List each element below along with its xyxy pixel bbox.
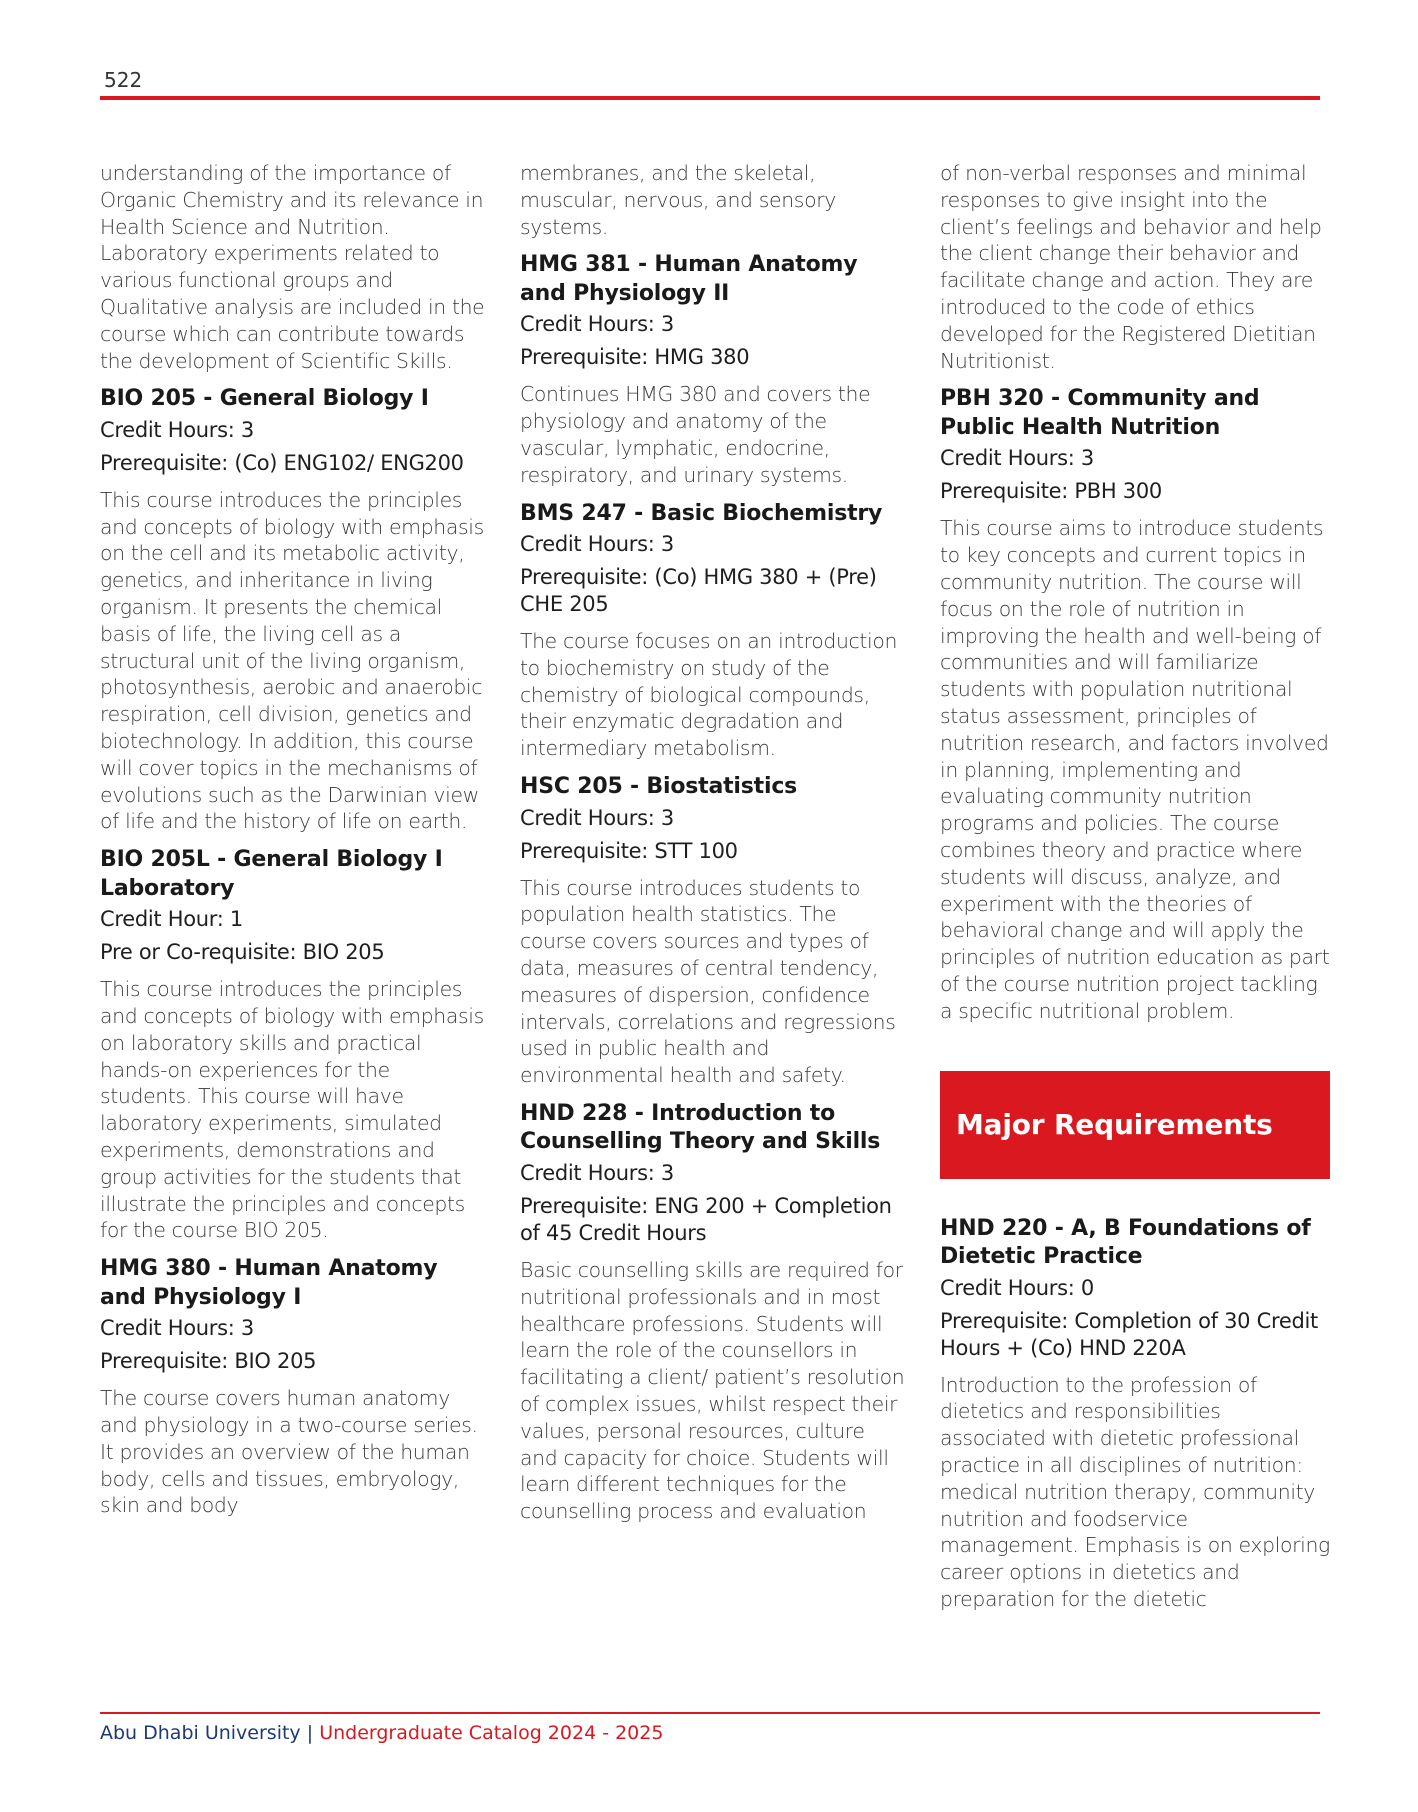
footer-rule xyxy=(100,1712,1320,1714)
credit-hours: Credit Hours: 3 xyxy=(100,417,254,442)
course-title: HMG 380 - Human Anatomy and Physiology I xyxy=(100,1256,438,1310)
credit-hours: Credit Hours: 3 xyxy=(520,312,674,337)
course-description: This course introduces the principles and concepts of biology with emphasis on laboratory skills and practical hands-on experiences for the students. This course will have laboratory experiments, simulated experiments, demonstrations and group activities for the students that illustrate the principles and concepts for the course BIO 205. xyxy=(100,977,484,1243)
prerequisite: Prerequisite: Completion of 30 Credit Hours + (Co) HND 220A xyxy=(940,1308,1318,1360)
header-rule xyxy=(100,96,1320,100)
prerequisite: Prerequisite: (Co) ENG102/ ENG200 xyxy=(100,450,464,475)
course-title: HND 228 - Introduction to Counselling Theory and Skills xyxy=(520,1100,881,1155)
credit-hours: Credit Hours: 0 xyxy=(940,1275,1094,1300)
credit-hours: Credit Hours: 3 xyxy=(520,1160,674,1185)
prerequisite: Prerequisite: ENG 200 + Completion of 45 Credit Hours xyxy=(520,1193,892,1245)
course-title: HSC 205 - Biostatistics xyxy=(520,774,798,800)
credit-hours: Credit Hour: 1 xyxy=(100,907,243,932)
course-description: Continues HMG 380 and covers the physiology and anatomy of the vascular, lymphatic, endocrine, respiratory, and urinary systems. xyxy=(520,382,871,487)
column-1 xyxy=(100,160,485,1530)
footer xyxy=(100,1720,663,1746)
course-title: HND 220 - A, B Foundations of Dietetic Practice xyxy=(940,1215,1311,1270)
footer-organization: Abu Dhabi University xyxy=(100,1722,301,1744)
course-description: This course introduces the principles and concepts of biology with emphasis on the cell and its metabolic activity, genetics, and inheritance in living organism. It presents the chemical basis of life, the living cell as a structural unit of the living organism, photosynthesis, aerobic and anaerobic respiration, cell division, genetics and biotechnology. In addition, this course will cover topics in the mechanisms of evolutions such as the Darwinian view of life and the history of life on earth. xyxy=(100,487,484,834)
course-description: of non-verbal responses and minimal responses to give insight into the client’s feelings and behavior and help the client change their behavior and facilitate change and action. They are introduced to the code of ethics developed for the Registered Dietitian Nutritionist. xyxy=(940,161,1322,373)
column-2 xyxy=(520,160,905,1536)
footer-catalog: Undergraduate Catalog 2024 - 2025 xyxy=(319,1722,664,1744)
credit-hours: Credit Hours: 3 xyxy=(520,532,674,557)
course-title: BIO 205L - General Biology I Laboratory xyxy=(100,847,443,901)
column-3 xyxy=(940,160,1330,1624)
course-description: This course aims to introduce students to key concepts and current topics in community nutrition. The course will focus on the role of nutrition in improving the health and well-being of communities and will familiarize students with population nutritional status assessment, principles of nutrition research, and factors involved in planning, implementing and evaluating community nutrition programs and policies. The course combines theory and practice where students will discuss, analyze, and experiment with the theories of behavioral change and will apply the principles of nutrition education as part of the course nutrition project tackling a specific nutritional problem. xyxy=(940,516,1330,1023)
course-title: PBH 320 - Community and Public Health Nutrition xyxy=(940,386,1260,440)
prerequisite: Prerequisite: STT 100 xyxy=(520,838,738,863)
course-description: membranes, and the skeletal, muscular, nervous, and sensory systems. xyxy=(520,161,836,239)
footer-separator: | xyxy=(306,1722,314,1744)
credit-hours: Credit Hours: 3 xyxy=(940,446,1094,471)
credit-hours: Credit Hours: 3 xyxy=(520,805,674,830)
course-description: The course covers human anatomy and physiology in a two-course series. It provides an overview of the human body, cells and tissues, embryology, skin and body xyxy=(100,1386,478,1518)
prerequisite: Prerequisite: HMG 380 xyxy=(520,345,750,370)
course-description: Introduction to the profession of dietetics and responsibilities associated with dietetic professional practice in all disciplines of nutrition: medical nutrition therapy, community nutrition and foodservice management. Emphasis is on exploring career options in dietetics and preparation for the dietetic xyxy=(940,1372,1330,1611)
prerequisite: Prerequisite: BIO 205 xyxy=(100,1349,317,1374)
prerequisite: Prerequisite: PBH 300 xyxy=(940,479,1162,504)
course-description: Basic counselling skills are required for nutritional professionals and in most healthcare professions. Students will learn the role of the counsellors in facilitating a client/ patient’s resolution of complex issues, whilst respect their values, personal resources, culture and capacity for choice. Students will learn different techniques for the counselling process and evaluation xyxy=(520,1257,905,1524)
course-title: BIO 205 - General Biology I xyxy=(100,386,429,412)
section-banner: Major Requirements xyxy=(940,1071,1330,1179)
course-description: The course focuses on an introduction to biochemistry on study of the chemistry of biological compounds, their enzymatic degradation and intermediary metabolism. xyxy=(520,629,898,761)
course-description: This course introduces students to population health statistics. The course covers sources and types of data, measures of central tendency, measures of dispersion, confidence intervals, correlations and regressions used in public health and environmental health and safety. xyxy=(520,875,896,1088)
page-number: 522 xyxy=(104,68,143,92)
prerequisite: Prerequisite: (Co) HMG 380 + (Pre) CHE 205 xyxy=(520,565,877,617)
course-title: BMS 247 - Basic Biochemistry xyxy=(520,500,883,526)
credit-hours: Credit Hours: 3 xyxy=(100,1316,254,1341)
course-title: HMG 381 - Human Anatomy and Physiology II xyxy=(520,252,858,306)
prerequisite: Pre or Co-requisite: BIO 205 xyxy=(100,940,385,965)
course-description: understanding of the importance of Organic Chemistry and its relevance in Health Science and Nutrition. Laboratory experiments related to various functional groups and Qualitative analysis are included in the course which can contribute towards the development of Scientific Skills. xyxy=(100,161,485,373)
